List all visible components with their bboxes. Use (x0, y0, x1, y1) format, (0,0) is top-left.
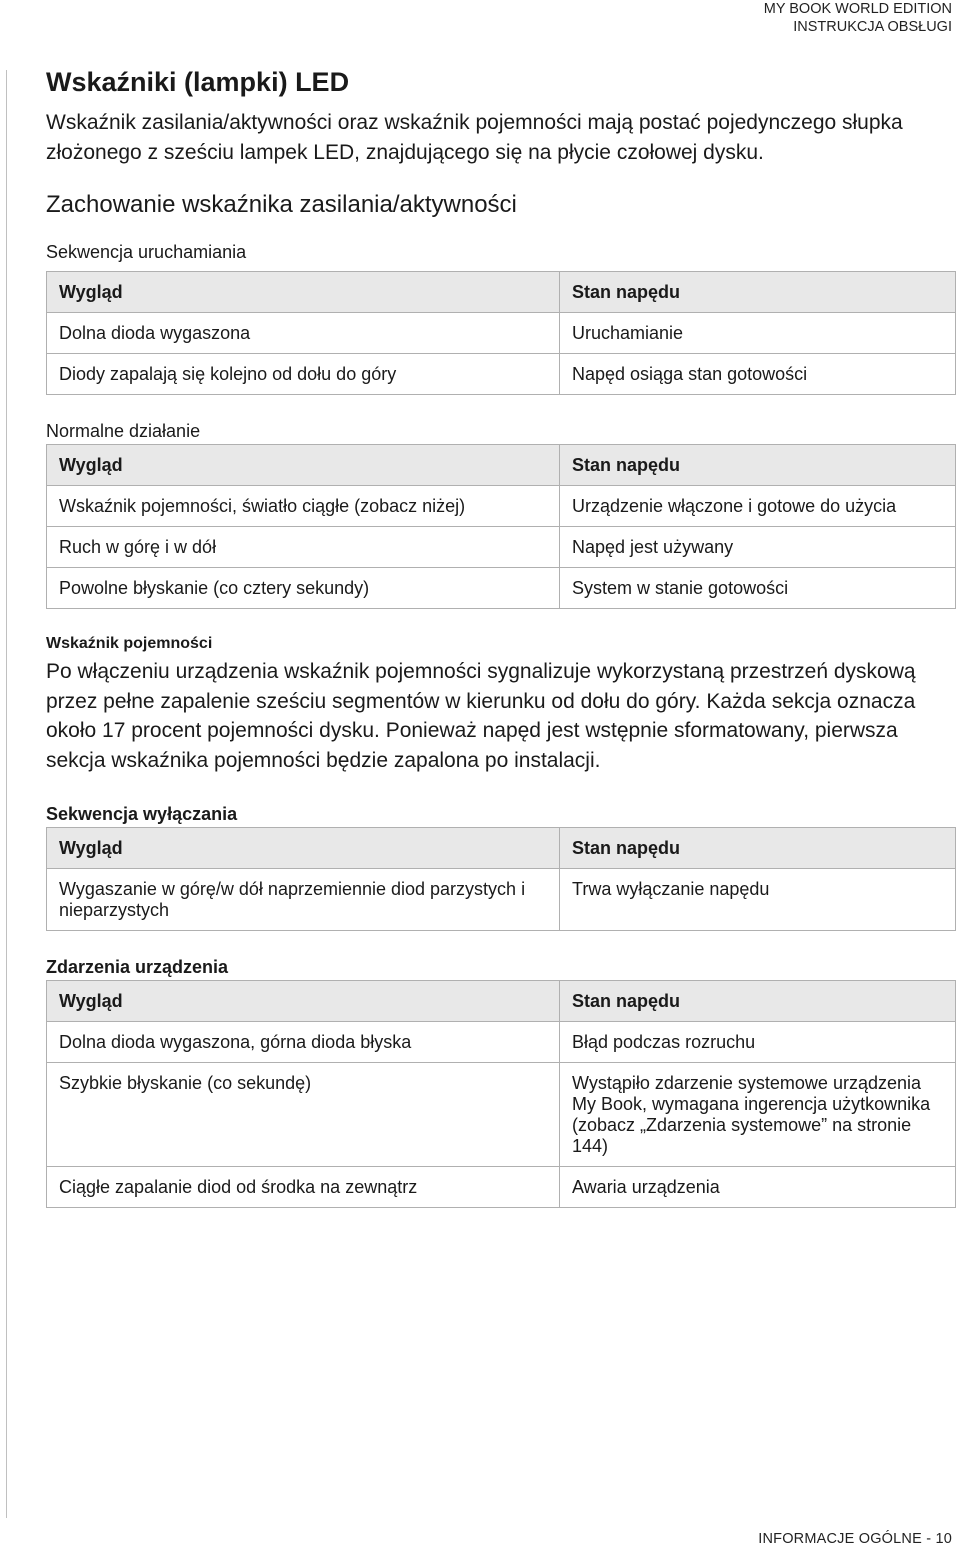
startup-table (46, 271, 956, 395)
drive-state-cell: Uruchamianie (560, 313, 956, 354)
table-header-row (47, 272, 956, 313)
appearance-cell: Diody zapalają się kolejno od dołu do góry (47, 354, 560, 395)
shutdown-table (46, 827, 956, 931)
normal-operation-table (46, 444, 956, 609)
column-header-appearance: Wygląd (47, 445, 560, 486)
drive-state-cell: Wystąpiło zdarzenie systemowe urządzenia My Book, wymagana ingerencja użytkownika (zobacz „Zdarzenia systemowe” na stronie 144) (560, 1063, 956, 1167)
column-header-drive-state: Stan napędu (560, 445, 956, 486)
appearance-cell: Szybkie błyskanie (co sekundę) (47, 1063, 560, 1167)
page-title: Wskaźniki (lampki) LED (46, 67, 350, 97)
appearance-cell: Dolna dioda wygaszona, górna dioda błyska (47, 1022, 560, 1063)
column-header-drive-state: Stan napędu (560, 981, 956, 1022)
table-header-row (47, 981, 956, 1022)
table-row (47, 1063, 956, 1167)
drive-state-cell: Trwa wyłączanie napędu (560, 869, 956, 931)
table-header-row (47, 828, 956, 869)
column-header-drive-state: Stan napędu (560, 828, 956, 869)
left-margin-rule (6, 70, 7, 1518)
drive-state-cell: Urządzenie włączone i gotowe do użycia (560, 486, 956, 527)
table-row (47, 354, 956, 395)
drive-state-cell: System w stanie gotowości (560, 568, 956, 609)
table-header-row (47, 445, 956, 486)
drive-state-cell: Awaria urządzenia (560, 1167, 956, 1208)
appearance-cell: Ciągłe zapalanie diod od środka na zewnątrz (47, 1167, 560, 1208)
header-manual: INSTRUKCJA OBSŁUGI (793, 19, 952, 35)
intro-paragraph: Wskaźnik zasilania/aktywności oraz wskaźnik pojemności mają postać pojedynczego słupka złożonego z sześciu lampek LED, znajdującego się na płycie czołowej dysku. (46, 111, 903, 164)
drive-state-cell: Napęd osiąga stan gotowości (560, 354, 956, 395)
shutdown-label: Sekwencja wyłączania (46, 804, 238, 824)
table-row (47, 313, 956, 354)
running-header (764, 0, 952, 36)
table-row (47, 486, 956, 527)
section-title: Zachowanie wskaźnika zasilania/aktywności (46, 191, 517, 218)
appearance-cell: Ruch w górę i w dół (47, 527, 560, 568)
table-row (47, 869, 956, 931)
page-content (46, 64, 956, 1208)
device-events-table (46, 980, 956, 1208)
header-product: MY BOOK WORLD EDITION (763, 1, 952, 17)
appearance-cell: Wskaźnik pojemności, światło ciągłe (zobacz niżej) (47, 486, 560, 527)
column-header-appearance: Wygląd (47, 981, 560, 1022)
appearance-cell: Powolne błyskanie (co cztery sekundy) (47, 568, 560, 609)
startup-label: Sekwencja uruchamiania (46, 242, 247, 262)
drive-state-cell: Błąd podczas rozruchu (560, 1022, 956, 1063)
table-row (47, 527, 956, 568)
table-row (47, 1022, 956, 1063)
capacity-paragraph: Po włączeniu urządzenia wskaźnik pojemności sygnalizuje wykorzystaną przestrzeń dyskową przez pełne zapalenie sześciu segmentów w kierunku od dołu do góry. Każda sekcja oznacza około 17 procent pojemności dysku. Ponieważ napęd jest wstępnie sformatowany, pierwsza sekcja wskaźnika pojemności będzie zapalona po instalacji. (46, 660, 916, 772)
normal-operation-label: Normalne działanie (46, 421, 201, 441)
appearance-cell: Dolna dioda wygaszona (47, 313, 560, 354)
appearance-cell: Wygaszanie w górę/w dół naprzemiennie diod parzystych i nieparzystych (47, 869, 560, 931)
table-row (47, 1167, 956, 1208)
page-footer: INFORMACJE OGÓLNE - 10 (758, 1531, 952, 1547)
column-header-drive-state: Stan napędu (560, 272, 956, 313)
column-header-appearance: Wygląd (47, 272, 560, 313)
drive-state-cell: Napęd jest używany (560, 527, 956, 568)
device-events-label: Zdarzenia urządzenia (46, 957, 229, 977)
column-header-appearance: Wygląd (47, 828, 560, 869)
table-row (47, 568, 956, 609)
capacity-label: Wskaźnik pojemności (46, 635, 213, 652)
